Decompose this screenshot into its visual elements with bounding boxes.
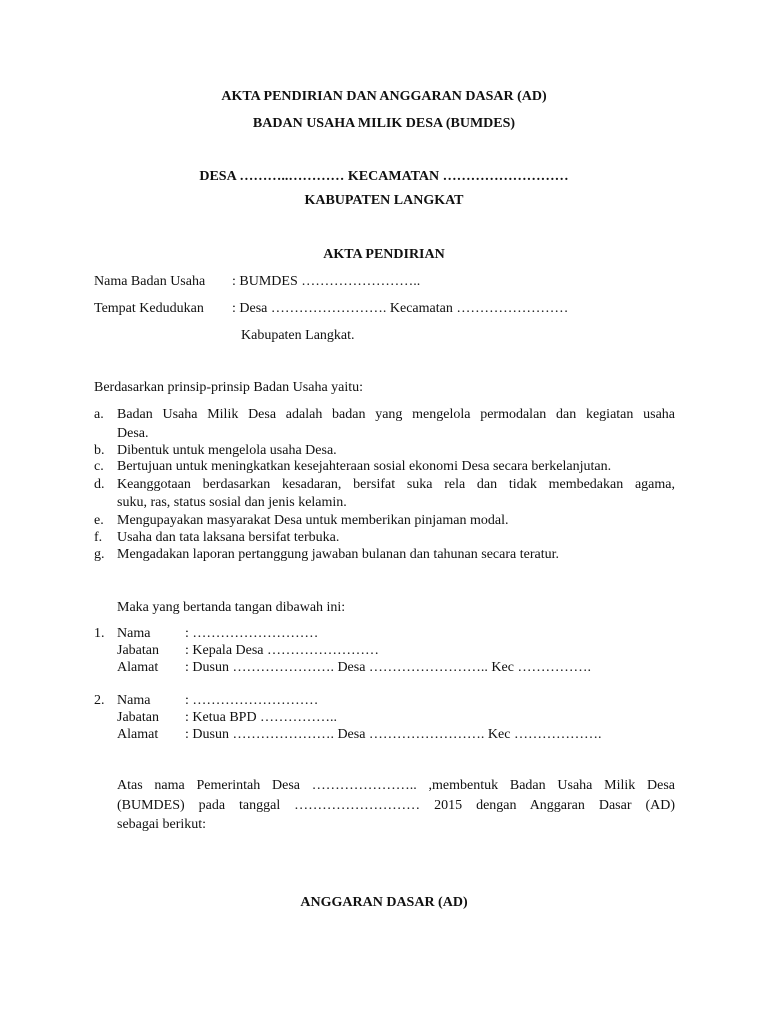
list-marker: f. <box>94 530 103 545</box>
list-item-continuation: suku, ras, status sosial dan jenis kelamin. <box>117 495 347 510</box>
document-subtitle: BADAN USAHA MILIK DESA (BUMDES) <box>252 116 516 131</box>
signer-jabatan-value: : Ketua BPD …………….. <box>185 710 338 725</box>
signer-jabatan-label: Jabatan <box>117 710 159 725</box>
list-item: Bertujuan untuk meningkatkan kesejahteraan sosial ekonomi Desa secara berkelanjutan. <box>117 459 612 474</box>
akta-pendirian-heading: AKTA PENDIRIAN <box>323 247 445 262</box>
signer-nama-label: Nama <box>117 626 151 641</box>
signer-alamat-value: : Dusun …………………. Desa ……………………. Kec ………………. <box>185 727 602 742</box>
anggaran-dasar-heading: ANGGARAN DASAR (AD) <box>300 895 468 910</box>
desa-kecamatan-line: DESA ………..………… KECAMATAN ……………………… <box>199 169 569 184</box>
signer-number: 1. <box>94 626 105 641</box>
signer-nama-value: : ……………………… <box>185 626 319 641</box>
list-item: Dibentuk untuk mengelola usaha Desa. <box>117 443 337 458</box>
list-marker: a. <box>94 407 104 422</box>
signer-jabatan-label: Jabatan <box>117 643 159 658</box>
prinsip-intro: Berdasarkan prinsip-prinsip Badan Usaha yaitu: <box>94 380 364 395</box>
nama-badan-usaha-label: Nama Badan Usaha <box>94 274 206 289</box>
document-title: AKTA PENDIRIAN DAN ANGGARAN DASAR (AD) <box>221 89 547 104</box>
signer-alamat-label: Alamat <box>117 660 159 675</box>
kabupaten-line: KABUPATEN LANGKAT <box>304 193 464 208</box>
list-marker: e. <box>94 513 104 528</box>
closing-line: (BUMDES) pada tanggal ……………………… 2015 dengan Anggaran Dasar (AD) <box>117 798 675 813</box>
list-item: Mengupayakan masyarakat Desa untuk memberikan pinjaman modal. <box>117 513 509 528</box>
signer-nama-value: : ……………………… <box>185 693 319 708</box>
list-marker: d. <box>94 477 105 492</box>
list-marker: c. <box>94 459 104 474</box>
list-marker: g. <box>94 547 105 562</box>
list-item: Keanggotaan berdasarkan kesadaran, bersifat suka rela dan tidak membedakan agama, <box>117 477 675 492</box>
tempat-kedudukan-value: : Desa ……………………. Kecamatan …………………… <box>232 301 569 316</box>
tempat-kedudukan-label: Tempat Kedudukan <box>94 301 204 316</box>
signers-intro: Maka yang bertanda tangan dibawah ini: <box>117 600 346 615</box>
list-item-continuation: Desa. <box>117 426 149 441</box>
list-item: Usaha dan tata laksana bersifat terbuka. <box>117 530 340 545</box>
closing-line: Atas nama Pemerintah Desa ………………….. ,membentuk Badan Usaha Milik Desa <box>117 778 675 793</box>
signer-number: 2. <box>94 693 105 708</box>
list-item: Mengadakan laporan pertanggung jawaban bulanan dan tahunan secara teratur. <box>117 547 559 562</box>
list-marker: b. <box>94 443 105 458</box>
signer-alamat-value: : Dusun …………………. Desa …………………….. Kec ……………. <box>185 660 591 675</box>
signer-jabatan-value: : Kepala Desa …………………… <box>185 643 380 658</box>
closing-line: sebagai berikut: <box>117 817 207 832</box>
tempat-kedudukan-value-2: Kabupaten Langkat. <box>241 328 355 343</box>
list-item: Badan Usaha Milik Desa adalah badan yang mengelola permodalan dan kegiatan usaha <box>117 407 675 422</box>
nama-badan-usaha-value: : BUMDES …………………….. <box>232 274 421 289</box>
signer-alamat-label: Alamat <box>117 727 159 742</box>
signer-nama-label: Nama <box>117 693 151 708</box>
